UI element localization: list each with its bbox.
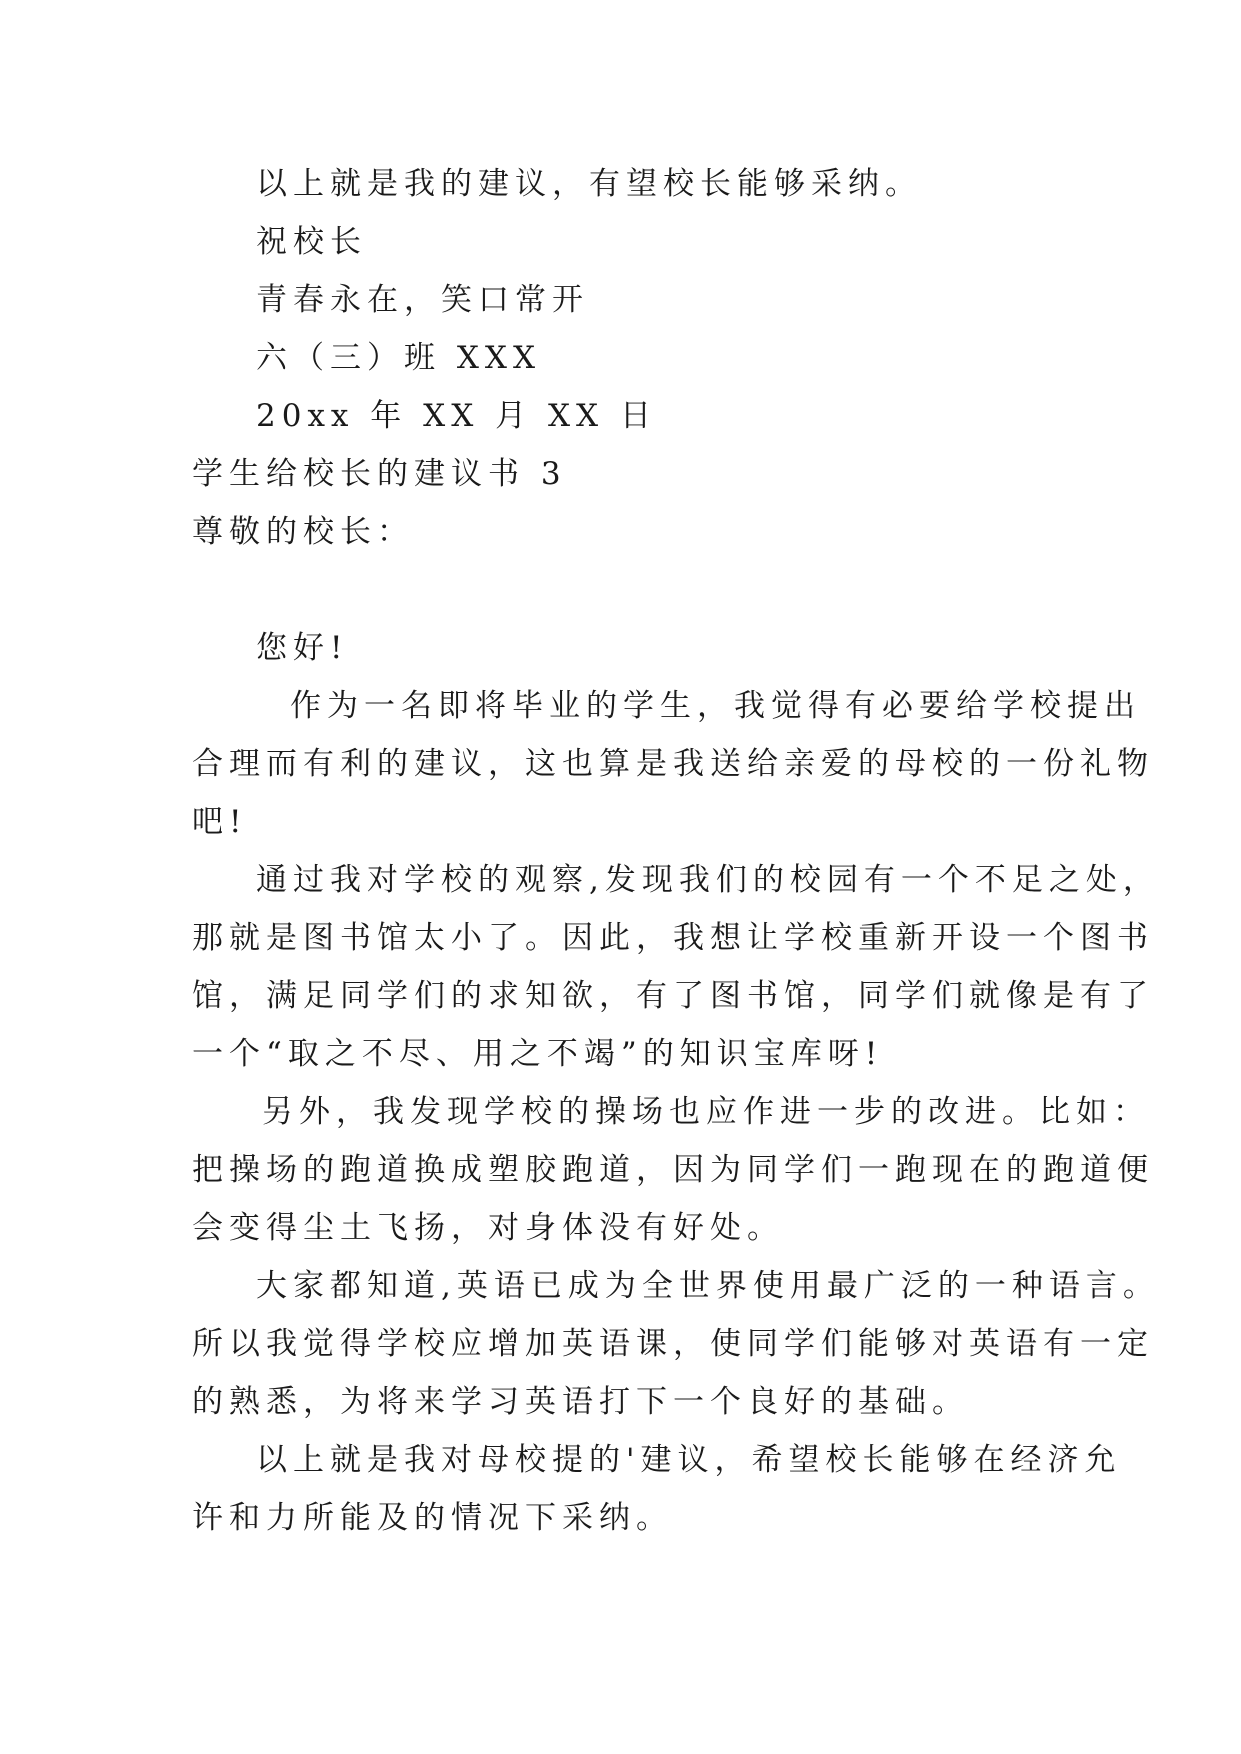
wish-text: 青春永在，笑口常开	[256, 282, 589, 318]
letter-greeting: 尊敬的校长：	[192, 514, 414, 550]
hello-line: 您好!	[256, 630, 349, 666]
paragraph-line: 作为一名即将毕业的学生，我觉得有必要给学校提出	[290, 688, 1141, 724]
paragraph-line: 合理而有利的建议，这也算是我送给亲爱的母校的一份礼物	[192, 746, 1154, 782]
paragraph-line: 以上就是我对母校提的'建议，希望校长能够在经济允	[256, 1442, 1122, 1478]
salutation-wish: 祝校长	[256, 224, 367, 260]
signature-date: 20xx 年 XX 月 XX 日	[256, 398, 657, 434]
paragraph-line: 的熟悉，为将来学习英语打下一个良好的基础。	[192, 1384, 969, 1420]
paragraph-line: 一个“取之不尽、用之不竭”的知识宝库呀!	[192, 1036, 884, 1072]
paragraph-line: 所以我觉得学校应增加英语课，使同学们能够对英语有一定	[192, 1326, 1154, 1362]
paragraph-line: 把操场的跑道换成塑胶跑道，因为同学们一跑现在的跑道便	[192, 1152, 1154, 1188]
paragraph-line: 吧!	[192, 804, 248, 840]
paragraph-line: 馆，满足同学们的求知欲，有了图书馆，同学们就像是有了	[192, 978, 1154, 1014]
closing-sentence: 以上就是我的建议，有望校长能够采纳。	[256, 166, 922, 202]
paragraph-line: 许和力所能及的情况下采纳。	[192, 1500, 673, 1536]
paragraph-line: 那就是图书馆太小了。因此，我想让学校重新开设一个图书	[192, 920, 1154, 956]
section-title: 学生给校长的建议书 3	[192, 456, 567, 492]
paragraph-line: 通过我对学校的观察,发现我们的校园有一个不足之处，	[256, 862, 1160, 898]
paragraph-line: 会变得尘土飞扬，对身体没有好处。	[192, 1210, 784, 1246]
paragraph-line: 大家都知道,英语已成为全世界使用最广泛的一种语言。	[256, 1268, 1160, 1304]
paragraph-line: 另外，我发现学校的操场也应作进一步的改进。比如：	[262, 1094, 1150, 1130]
signature-class: 六（三）班 XXX	[256, 340, 542, 376]
